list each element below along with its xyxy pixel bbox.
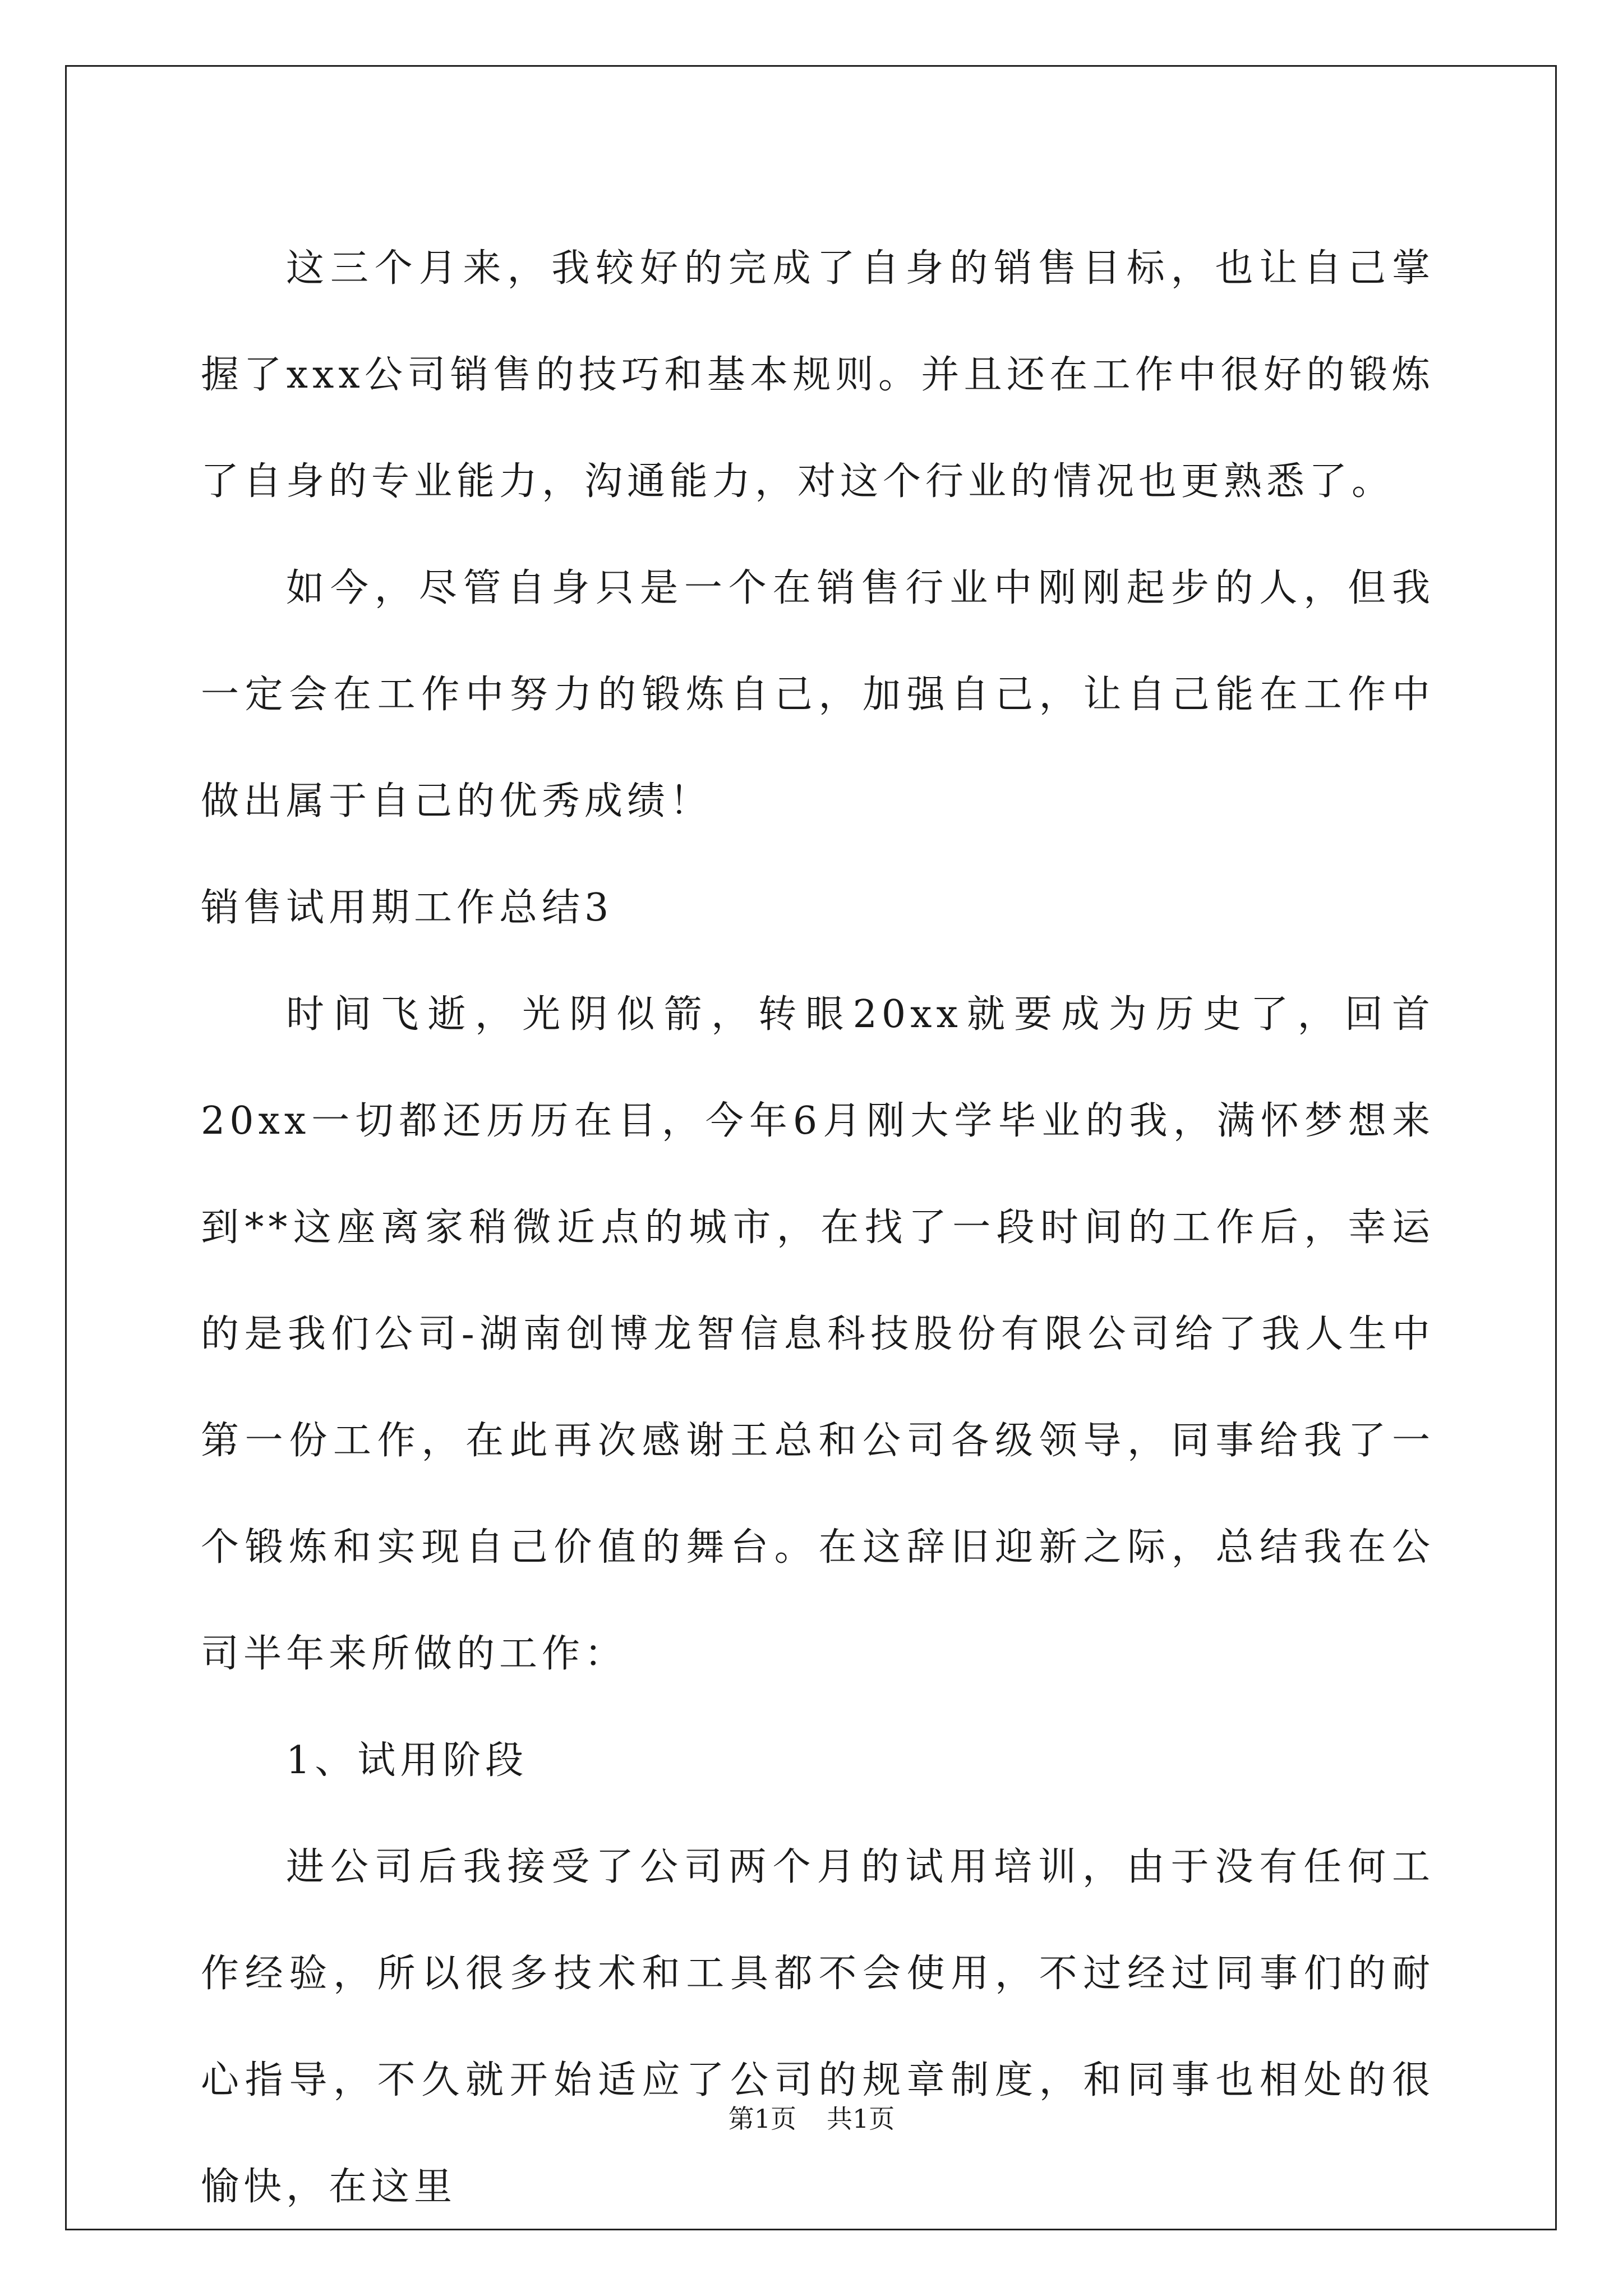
page-total: 共1页 <box>827 2104 895 2134</box>
paragraph-summary-intro: 这三个月来，我较好的完成了自身的销售目标，也让自己掌握了xxx公司销售的技巧和基本规则。并且还在工作中很好的锻炼了自身的专业能力，沟通能力，对这个行业的情况也更熟悉了。 <box>201 246 1435 504</box>
section-heading: 销售试用期工作总结3 <box>201 886 614 930</box>
page-footer <box>0 2102 1623 2136</box>
page-number: 第1页 <box>728 2104 796 2134</box>
document-body <box>201 215 1435 2240</box>
paragraph-commitment: 如今，尽管自身只是一个在销售行业中刚刚起步的人，但我一定会在工作中努力的锻炼自己，加强自己，让自己能在工作中做出属于自己的优秀成绩！ <box>201 566 1435 823</box>
paragraph-trial-training: 进公司后我接受了公司两个月的试用培训，由于没有任何工作经验，所以很多技术和工具都不会使用，不过经过同事们的耐心指导，不久就开始适应了公司的规章制度，和同事也相处的很愉快，在这里 <box>201 1845 1435 2209</box>
paragraph-reflection: 时间飞逝，光阴似箭，转眼20xx就要成为历史了，回首20xx一切都还历历在目，今年6月刚大学毕业的我，满怀梦想来到**这座离家稍微近点的城市，在找了一段时间的工作后，幸运的是我们公司-湖南创博龙智信息科技股份有限公司给了我人生中第一份工作，在此再次感谢王总和公司各级领导，同事给我了一个锻炼和实现自己价值的舞台。在这辞旧迎新之际，总结我在公司半年来所做的工作： <box>201 992 1435 1676</box>
subheading-trial-stage: 1、试用阶段 <box>286 1738 528 1783</box>
